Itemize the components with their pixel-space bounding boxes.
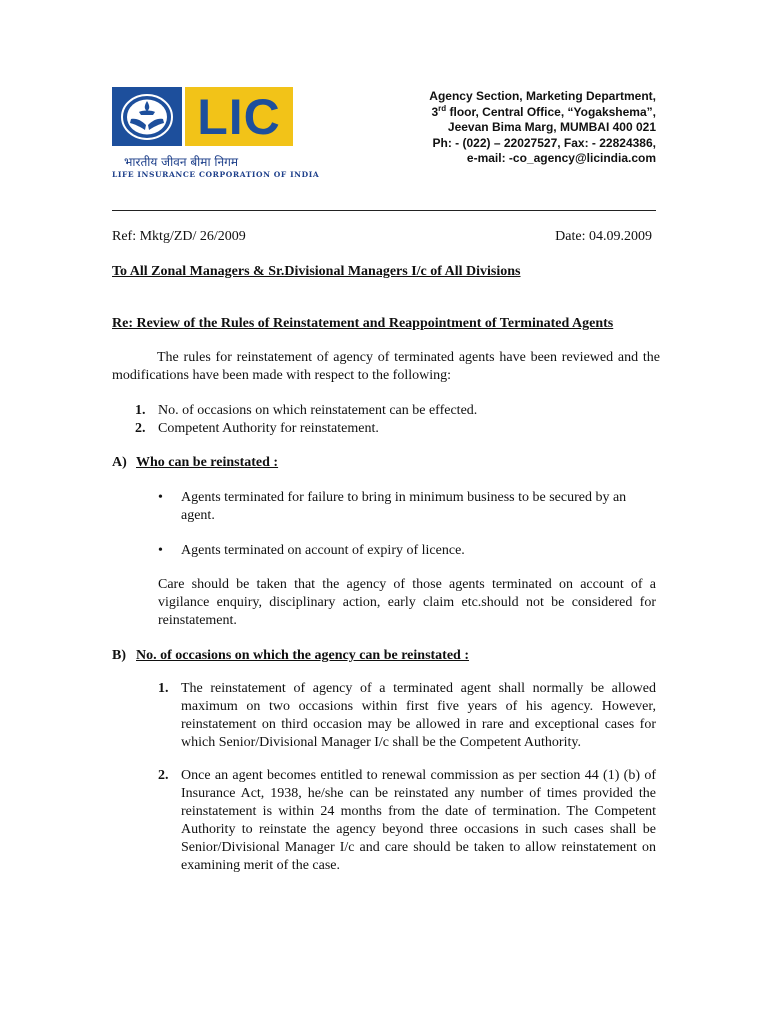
list-item: 1. No. of occasions on which reinstatement can be effected.	[135, 403, 478, 418]
logo-english-name: LIFE INSURANCE CORPORATION OF INDIA	[112, 170, 320, 179]
lic-logo	[112, 87, 293, 146]
intro-list	[135, 402, 477, 438]
address-block	[429, 89, 656, 167]
bullet-item: • Agents terminated on account of expiry of licence.	[158, 543, 465, 558]
subject-line: Re: Review of the Rules of Reinstatement and Reappointment of Terminated Agents	[112, 316, 614, 331]
numbered-item: 1. The reinstatement of agency of a terminated agent shall normally be allowed maximum on two occasions within first five years of his agency. However, reinstatement on third occasion may be allowed in rare and exceptional cases for which Senior/Divisional Manager I/c shall be the Competent Authority.	[158, 681, 656, 750]
section-b-heading: B) No. of occasions on which the agency can be reinstated :	[112, 648, 470, 663]
header-divider	[112, 210, 656, 211]
address-line-2: 3rd floor, Central Office, “Yogakshema”,	[431, 103, 656, 119]
logo-brand-text: LIC	[182, 87, 293, 146]
address-line-1: Agency Section, Marketing Department,	[429, 89, 656, 103]
bullet-item: • Agents terminated for failure to bring in minimum business to be secured by an agent.	[158, 490, 627, 523]
address-email: e-mail: -co_agency@licindia.com	[466, 151, 656, 165]
section-a-heading: A) Who can be reinstated :	[112, 455, 279, 470]
addressee-line: To All Zonal Managers & Sr.Divisional Managers I/c of All Divisions	[112, 264, 521, 279]
section-a-note: Care should be taken that the agency of those agents terminated on account of a vigilance enquiry, disciplinary action, early claim etc.should not be considered for reinstatement.	[158, 577, 656, 628]
address-line-3: Jeevan Bima Marg, MUMBAI 400 021	[447, 120, 656, 134]
reference-number: Ref: Mktg/ZD/ 26/2009	[112, 229, 246, 244]
numbered-item: 2. Once an agent becomes entitled to renewal commission as per section 44 (1) (b) of Insurance Act, 1938, he/she can be reinstated any number of times provided the reinstatement is within 24 months from the date of termination. The Competent Authority to reinstate the agency beyond three occasions in such cases shall be Senior/Divisional Manager I/c and care should be taken to allow reinstatement on examining merit of the case.	[158, 768, 656, 873]
list-item: 2. Competent Authority for reinstatement.	[135, 421, 379, 436]
intro-paragraph: The rules for reinstatement of agency of terminated agents have been reviewed and the modifications have been made with respect to the following:	[112, 350, 660, 383]
logo-hindi-name: भारतीय जीवन बीमा निगम	[124, 155, 239, 169]
address-line-4: Ph: - (022) – 22027527, Fax: - 22824386,	[432, 135, 656, 150]
hands-lamp-emblem-icon	[112, 87, 182, 146]
document-date: Date: 04.09.2009	[555, 229, 652, 244]
